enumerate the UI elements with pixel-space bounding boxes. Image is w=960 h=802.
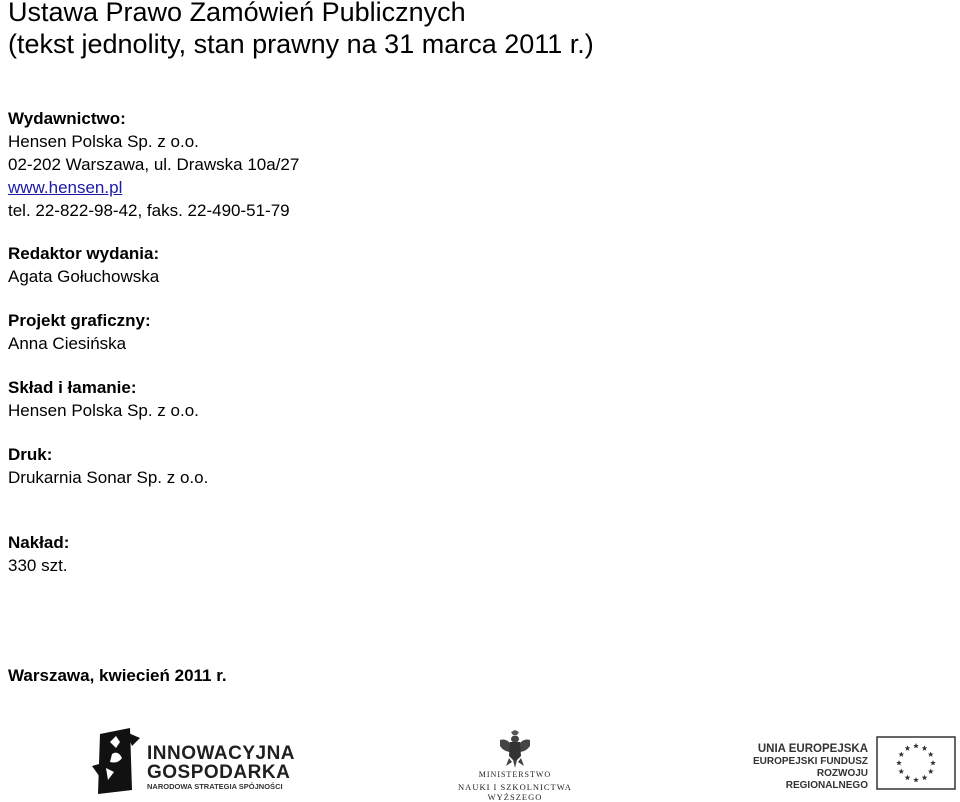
place-date: Warszawa, kwiecień 2011 r. — [8, 666, 227, 685]
editor-name: Agata Gołuchowska — [8, 267, 160, 286]
publisher-block — [8, 107, 299, 222]
publisher-website-link[interactable]: www.hensen.pl — [8, 178, 123, 197]
typesetting-block — [8, 376, 199, 422]
ig-emblem-icon — [92, 728, 144, 794]
ministry-line-2: NAUKI I SZKOLNICTWA WYŻSZEGO — [458, 782, 572, 802]
publisher-phone: tel. 22-822-98-42, faks. 22-490-51-79 — [8, 201, 290, 220]
design-label: Projekt graficzny: — [8, 311, 151, 330]
eu-line-2: EUROPEJSKI FUNDUSZ — [752, 756, 868, 767]
ig-line-2: GOSPODARKA — [147, 762, 291, 783]
circulation-label: Nakład: — [8, 533, 70, 552]
innowacyjna-gospodarka-logo — [92, 728, 296, 796]
editor-block — [8, 242, 159, 288]
publisher-name: Hensen Polska Sp. z o.o. — [8, 132, 199, 151]
document-title — [8, 0, 594, 60]
title-line-2: (tekst jednolity, stan prawny na 31 marca 2011 r.) — [8, 29, 594, 59]
eu-line-1: UNIA EUROPEJSKA — [757, 743, 868, 755]
print-block — [8, 443, 208, 489]
eu-logo — [740, 736, 960, 796]
typesetting-label: Skład i łamanie: — [8, 378, 137, 397]
publisher-address: 02-202 Warszawa, ul. Drawska 10a/27 — [8, 155, 300, 174]
circulation-value: 330 szt. — [8, 556, 68, 575]
print-value: Drukarnia Sonar Sp. z o.o. — [8, 468, 209, 487]
eu-text — [740, 742, 868, 792]
editor-label: Redaktor wydania: — [8, 244, 160, 263]
ig-line-3: NARODOWA STRATEGIA SPÓJNOŚCI — [147, 782, 283, 791]
ig-line-1: INNOWACYJNA — [147, 743, 296, 764]
ministry-logo — [430, 728, 600, 802]
typesetting-value: Hensen Polska Sp. z o.o. — [8, 401, 199, 420]
ig-text — [147, 744, 295, 792]
eu-flag-icon — [876, 736, 956, 790]
print-label: Druk: — [8, 445, 53, 464]
publisher-label: Wydawnictwo: — [8, 109, 126, 128]
eagle-emblem-icon — [498, 730, 532, 768]
design-block — [8, 309, 151, 355]
design-name: Anna Ciesińska — [8, 334, 127, 353]
circulation-block — [8, 531, 69, 577]
ministry-line-1: MINISTERSTWO — [478, 770, 552, 779]
eu-line-3: ROZWOJU REGIONALNEGO — [785, 768, 868, 791]
title-line-1: Ustawa Prawo Zamówień Publicznych — [8, 0, 466, 27]
